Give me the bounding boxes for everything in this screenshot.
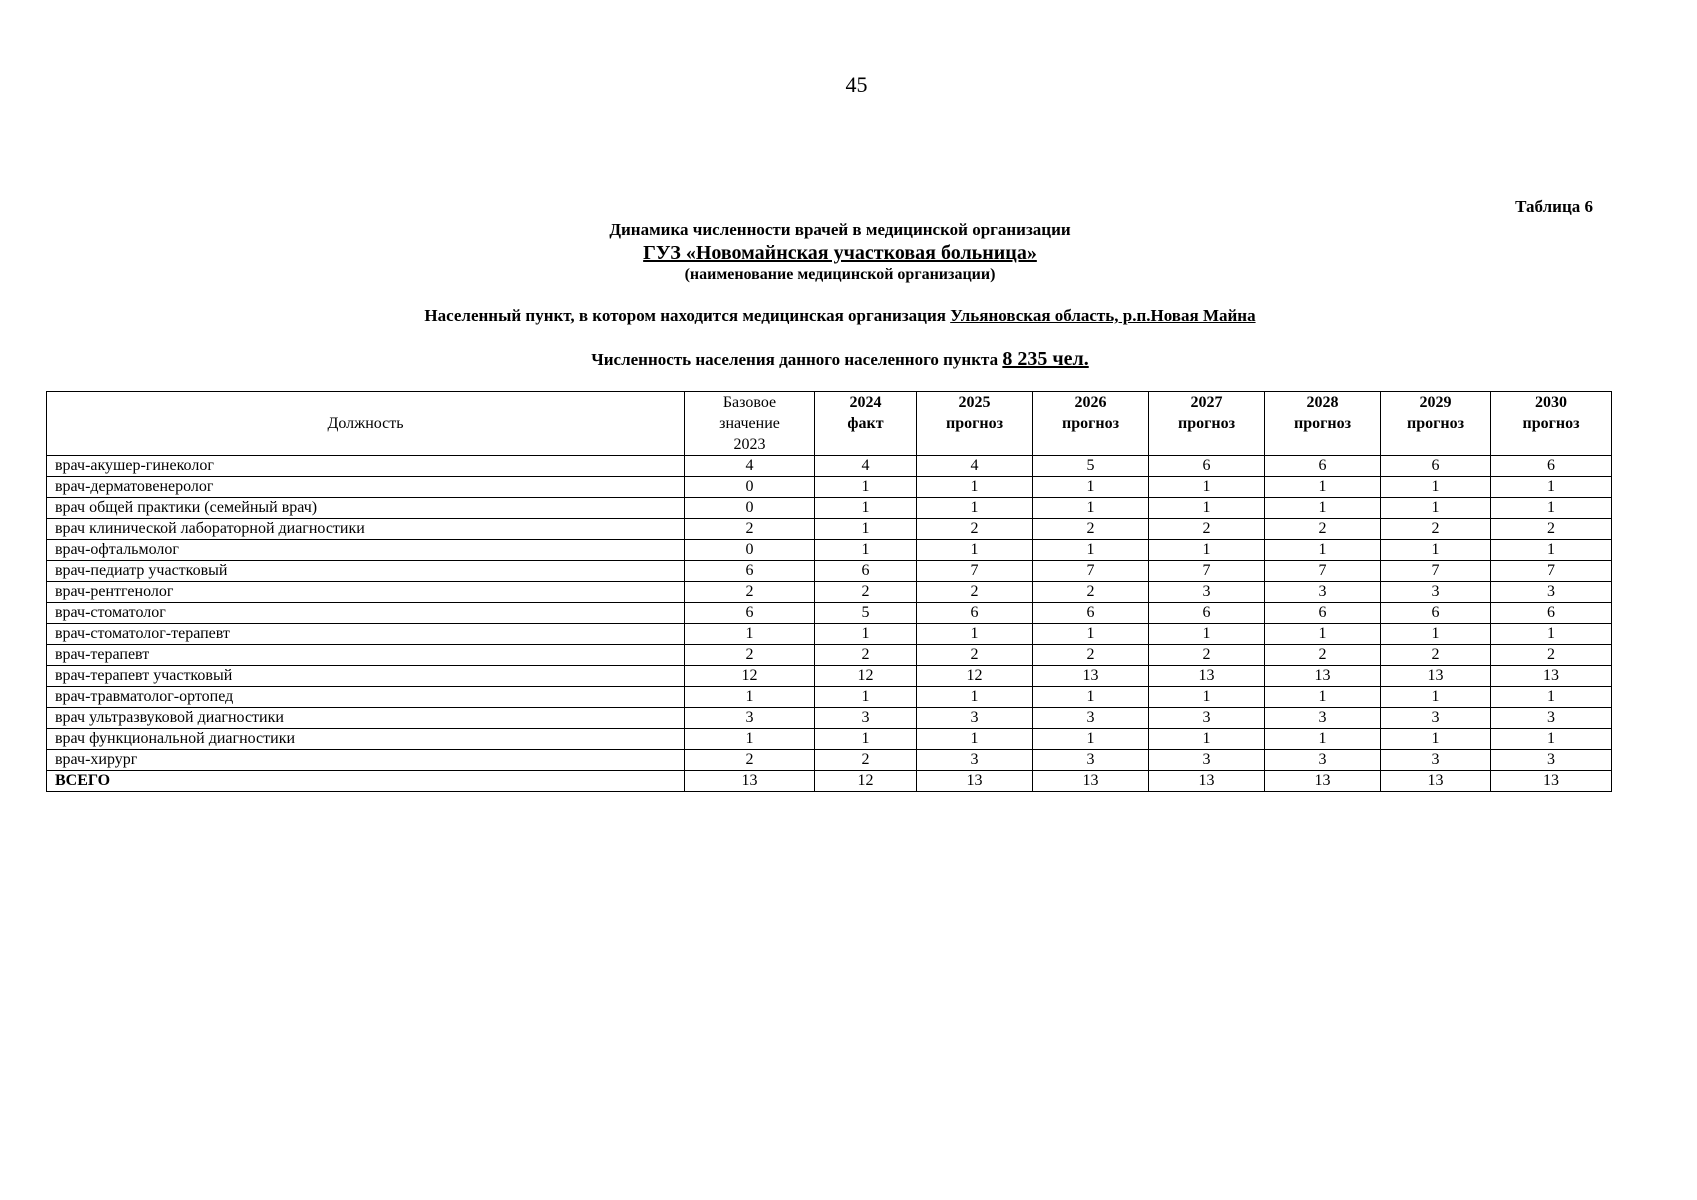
header-year-number: 2028 (1306, 394, 1339, 411)
value-cell: 1 (1149, 687, 1265, 708)
header-year-kind: прогноз (1061, 415, 1120, 432)
position-cell: врач-рентгенолог (47, 582, 685, 603)
header-year (1033, 392, 1149, 456)
value-cell: 3 (1491, 582, 1612, 603)
position-cell: врач-терапевт участковый (47, 666, 685, 687)
value-cell: 3 (1265, 708, 1381, 729)
value-cell: 3 (1381, 750, 1491, 771)
position-cell: врач-офтальмолог (47, 540, 685, 561)
value-cell: 1 (1033, 540, 1149, 561)
header-base-line: значение (719, 415, 780, 432)
value-cell: 6 (1381, 603, 1491, 624)
header-position: Должность (47, 392, 685, 456)
table-row (47, 582, 1612, 603)
value-cell: 7 (1491, 561, 1612, 582)
header-base-line: Базовое (722, 394, 777, 411)
position-cell: врач клинической лабораторной диагностики (47, 519, 685, 540)
value-cell: 1 (1265, 498, 1381, 519)
value-cell: 1 (1149, 498, 1265, 519)
position-cell: врач-травматолог-ортопед (47, 687, 685, 708)
value-cell: 1 (1381, 687, 1491, 708)
value-cell: 2 (1033, 582, 1149, 603)
value-cell: 0 (685, 477, 815, 498)
value-cell: 2 (1381, 519, 1491, 540)
header-year-kind: прогноз (945, 415, 1004, 432)
value-cell: 1 (685, 729, 815, 750)
value-cell: 13 (1265, 666, 1381, 687)
value-cell: 3 (1491, 750, 1612, 771)
position-cell: врач-акушер-гинеколог (47, 456, 685, 477)
value-cell: 1 (1033, 477, 1149, 498)
value-cell: 1 (917, 687, 1033, 708)
value-cell: 1 (917, 729, 1033, 750)
table-row (47, 561, 1612, 582)
value-cell: 2 (1265, 519, 1381, 540)
value-cell: 2 (1033, 519, 1149, 540)
value-cell: 12 (917, 666, 1033, 687)
table-row (47, 540, 1612, 561)
value-cell: 1 (815, 729, 917, 750)
value-cell: 2 (815, 750, 917, 771)
value-cell: 2 (1149, 519, 1265, 540)
organization-name: ГУЗ «Новомайнская участковая больница» (643, 242, 1037, 264)
value-cell: 13 (1381, 666, 1491, 687)
value-cell: 2 (917, 645, 1033, 666)
value-cell: 1 (1491, 729, 1612, 750)
value-cell: 1 (815, 519, 917, 540)
value-cell: 2 (685, 750, 815, 771)
value-cell: 7 (917, 561, 1033, 582)
value-cell: 3 (1149, 582, 1265, 603)
table-row (47, 624, 1612, 645)
header-year (1149, 392, 1265, 456)
doctors-table (46, 391, 1612, 792)
value-cell: 2 (1265, 645, 1381, 666)
value-cell: 1 (1491, 477, 1612, 498)
value-cell: 6 (1033, 603, 1149, 624)
value-cell: 1 (1381, 477, 1491, 498)
value-cell: 6 (1491, 603, 1612, 624)
value-cell: 2 (1491, 645, 1612, 666)
total-label: ВСЕГО (47, 771, 685, 792)
value-cell: 2 (1149, 645, 1265, 666)
value-cell: 1 (1265, 624, 1381, 645)
position-cell: врач-дерматовенеролог (47, 477, 685, 498)
value-cell: 1 (1033, 498, 1149, 519)
value-cell: 3 (1033, 708, 1149, 729)
position-cell: врач ультразвуковой диагностики (47, 708, 685, 729)
population-line (240, 348, 1440, 371)
value-cell: 2 (815, 582, 917, 603)
value-cell: 2 (917, 519, 1033, 540)
table-row (47, 603, 1612, 624)
position-cell: врач функциональной диагностики (47, 729, 685, 750)
total-cell: 13 (917, 771, 1033, 792)
header-year-number: 2024 (849, 394, 882, 411)
value-cell: 6 (1381, 456, 1491, 477)
total-cell: 13 (1265, 771, 1381, 792)
value-cell: 6 (917, 603, 1033, 624)
population-value: 8 235 чел. (1002, 348, 1089, 370)
table-row (47, 666, 1612, 687)
value-cell: 1 (815, 540, 917, 561)
table-row (47, 519, 1612, 540)
total-cell: 12 (815, 771, 917, 792)
value-cell: 1 (1149, 729, 1265, 750)
header-base-value (685, 392, 815, 456)
value-cell: 6 (685, 603, 815, 624)
value-cell: 1 (1491, 540, 1612, 561)
value-cell: 7 (1033, 561, 1149, 582)
position-cell: врач-педиатр участковый (47, 561, 685, 582)
value-cell: 0 (685, 498, 815, 519)
value-cell: 3 (1149, 750, 1265, 771)
value-cell: 6 (815, 561, 917, 582)
header-year-number: 2025 (958, 394, 991, 411)
value-cell: 1 (1491, 687, 1612, 708)
header-year (1265, 392, 1381, 456)
value-cell: 1 (1381, 540, 1491, 561)
value-cell: 6 (1149, 456, 1265, 477)
value-cell: 1 (1149, 540, 1265, 561)
value-cell: 5 (815, 603, 917, 624)
value-cell: 4 (815, 456, 917, 477)
value-cell: 7 (1265, 561, 1381, 582)
header-year (1381, 392, 1491, 456)
value-cell: 2 (685, 645, 815, 666)
population-label: Численность населения данного населенного пункта (591, 350, 999, 369)
header-year-kind: прогноз (1293, 415, 1352, 432)
total-cell: 13 (1149, 771, 1265, 792)
value-cell: 1 (917, 624, 1033, 645)
position-cell: врач-хирург (47, 750, 685, 771)
value-cell: 4 (917, 456, 1033, 477)
value-cell: 1 (685, 687, 815, 708)
location-label: Населенный пункт, в котором находится медицинская организация (424, 306, 946, 325)
value-cell: 2 (1491, 519, 1612, 540)
value-cell: 5 (1033, 456, 1149, 477)
table-row (47, 498, 1612, 519)
value-cell: 1 (1265, 687, 1381, 708)
value-cell: 1 (815, 687, 917, 708)
value-cell: 1 (1265, 729, 1381, 750)
value-cell: 12 (685, 666, 815, 687)
position-cell: врач-стоматолог (47, 603, 685, 624)
position-cell: врач общей практики (семейный врач) (47, 498, 685, 519)
value-cell: 1 (1033, 687, 1149, 708)
value-cell: 1 (917, 477, 1033, 498)
table-row (47, 729, 1612, 750)
value-cell: 3 (1491, 708, 1612, 729)
table-row (47, 477, 1612, 498)
value-cell: 1 (1265, 540, 1381, 561)
header-year-kind: факт (847, 415, 884, 432)
value-cell: 1 (815, 624, 917, 645)
value-cell: 1 (685, 624, 815, 645)
table-title: Динамика численности врачей в медицинской организации (609, 220, 1071, 239)
position-cell: врач-терапевт (47, 645, 685, 666)
header-year (815, 392, 917, 456)
value-cell: 4 (685, 456, 815, 477)
header-year (1491, 392, 1612, 456)
header-year-number: 2026 (1074, 394, 1107, 411)
value-cell: 0 (685, 540, 815, 561)
table-row (47, 708, 1612, 729)
value-cell: 12 (815, 666, 917, 687)
value-cell: 1 (1381, 624, 1491, 645)
header-year-kind: прогноз (1406, 415, 1465, 432)
value-cell: 2 (685, 519, 815, 540)
value-cell: 2 (685, 582, 815, 603)
value-cell: 1 (815, 477, 917, 498)
page-number: 45 (845, 72, 868, 97)
value-cell: 1 (815, 498, 917, 519)
value-cell: 3 (815, 708, 917, 729)
header-year-number: 2030 (1535, 394, 1567, 411)
value-cell: 1 (1033, 729, 1149, 750)
total-cell: 13 (685, 771, 815, 792)
value-cell: 2 (1033, 645, 1149, 666)
value-cell: 3 (917, 708, 1033, 729)
value-cell: 2 (1381, 645, 1491, 666)
value-cell: 2 (917, 582, 1033, 603)
value-cell: 1 (1033, 624, 1149, 645)
value-cell: 13 (1149, 666, 1265, 687)
header-base-line: 2023 (733, 436, 766, 453)
value-cell: 3 (685, 708, 815, 729)
table-body (47, 456, 1612, 792)
header-year-kind: прогноз (1522, 415, 1580, 432)
value-cell: 3 (1265, 582, 1381, 603)
value-cell: 1 (1381, 729, 1491, 750)
value-cell: 7 (1149, 561, 1265, 582)
value-cell: 3 (1381, 708, 1491, 729)
table-row (47, 456, 1612, 477)
value-cell: 1 (1381, 498, 1491, 519)
value-cell: 3 (1149, 708, 1265, 729)
location-value: Ульяновская область, р.п.Новая Майна (950, 306, 1256, 325)
total-cell: 13 (1033, 771, 1149, 792)
value-cell: 13 (1491, 666, 1612, 687)
value-cell: 3 (1033, 750, 1149, 771)
value-cell: 3 (917, 750, 1033, 771)
value-cell: 1 (1149, 624, 1265, 645)
table-header (47, 392, 1612, 456)
table-row (47, 750, 1612, 771)
value-cell: 1 (1491, 498, 1612, 519)
value-cell: 3 (1265, 750, 1381, 771)
position-cell: врач-стоматолог-терапевт (47, 624, 685, 645)
table-row (47, 645, 1612, 666)
table-row (47, 687, 1612, 708)
value-cell: 3 (1381, 582, 1491, 603)
value-cell: 6 (1265, 456, 1381, 477)
heading-block (240, 219, 1440, 285)
value-cell: 1 (917, 498, 1033, 519)
value-cell: 1 (1265, 477, 1381, 498)
value-cell: 6 (1265, 603, 1381, 624)
value-cell: 7 (1381, 561, 1491, 582)
header-year-number: 2029 (1419, 394, 1452, 411)
table-label: Таблица 6 (1515, 197, 1593, 216)
header-year (917, 392, 1033, 456)
header-year-kind: прогноз (1177, 415, 1236, 432)
value-cell: 1 (1491, 624, 1612, 645)
total-cell: 13 (1491, 771, 1612, 792)
total-cell: 13 (1381, 771, 1491, 792)
location-line (240, 306, 1440, 326)
value-cell: 2 (815, 645, 917, 666)
value-cell: 1 (917, 540, 1033, 561)
value-cell: 13 (1033, 666, 1149, 687)
value-cell: 1 (1149, 477, 1265, 498)
value-cell: 6 (1149, 603, 1265, 624)
header-year-number: 2027 (1190, 394, 1223, 411)
total-row (47, 771, 1612, 792)
value-cell: 6 (1491, 456, 1612, 477)
organization-caption: (наименование медицинской организации) (684, 266, 996, 283)
value-cell: 6 (685, 561, 815, 582)
